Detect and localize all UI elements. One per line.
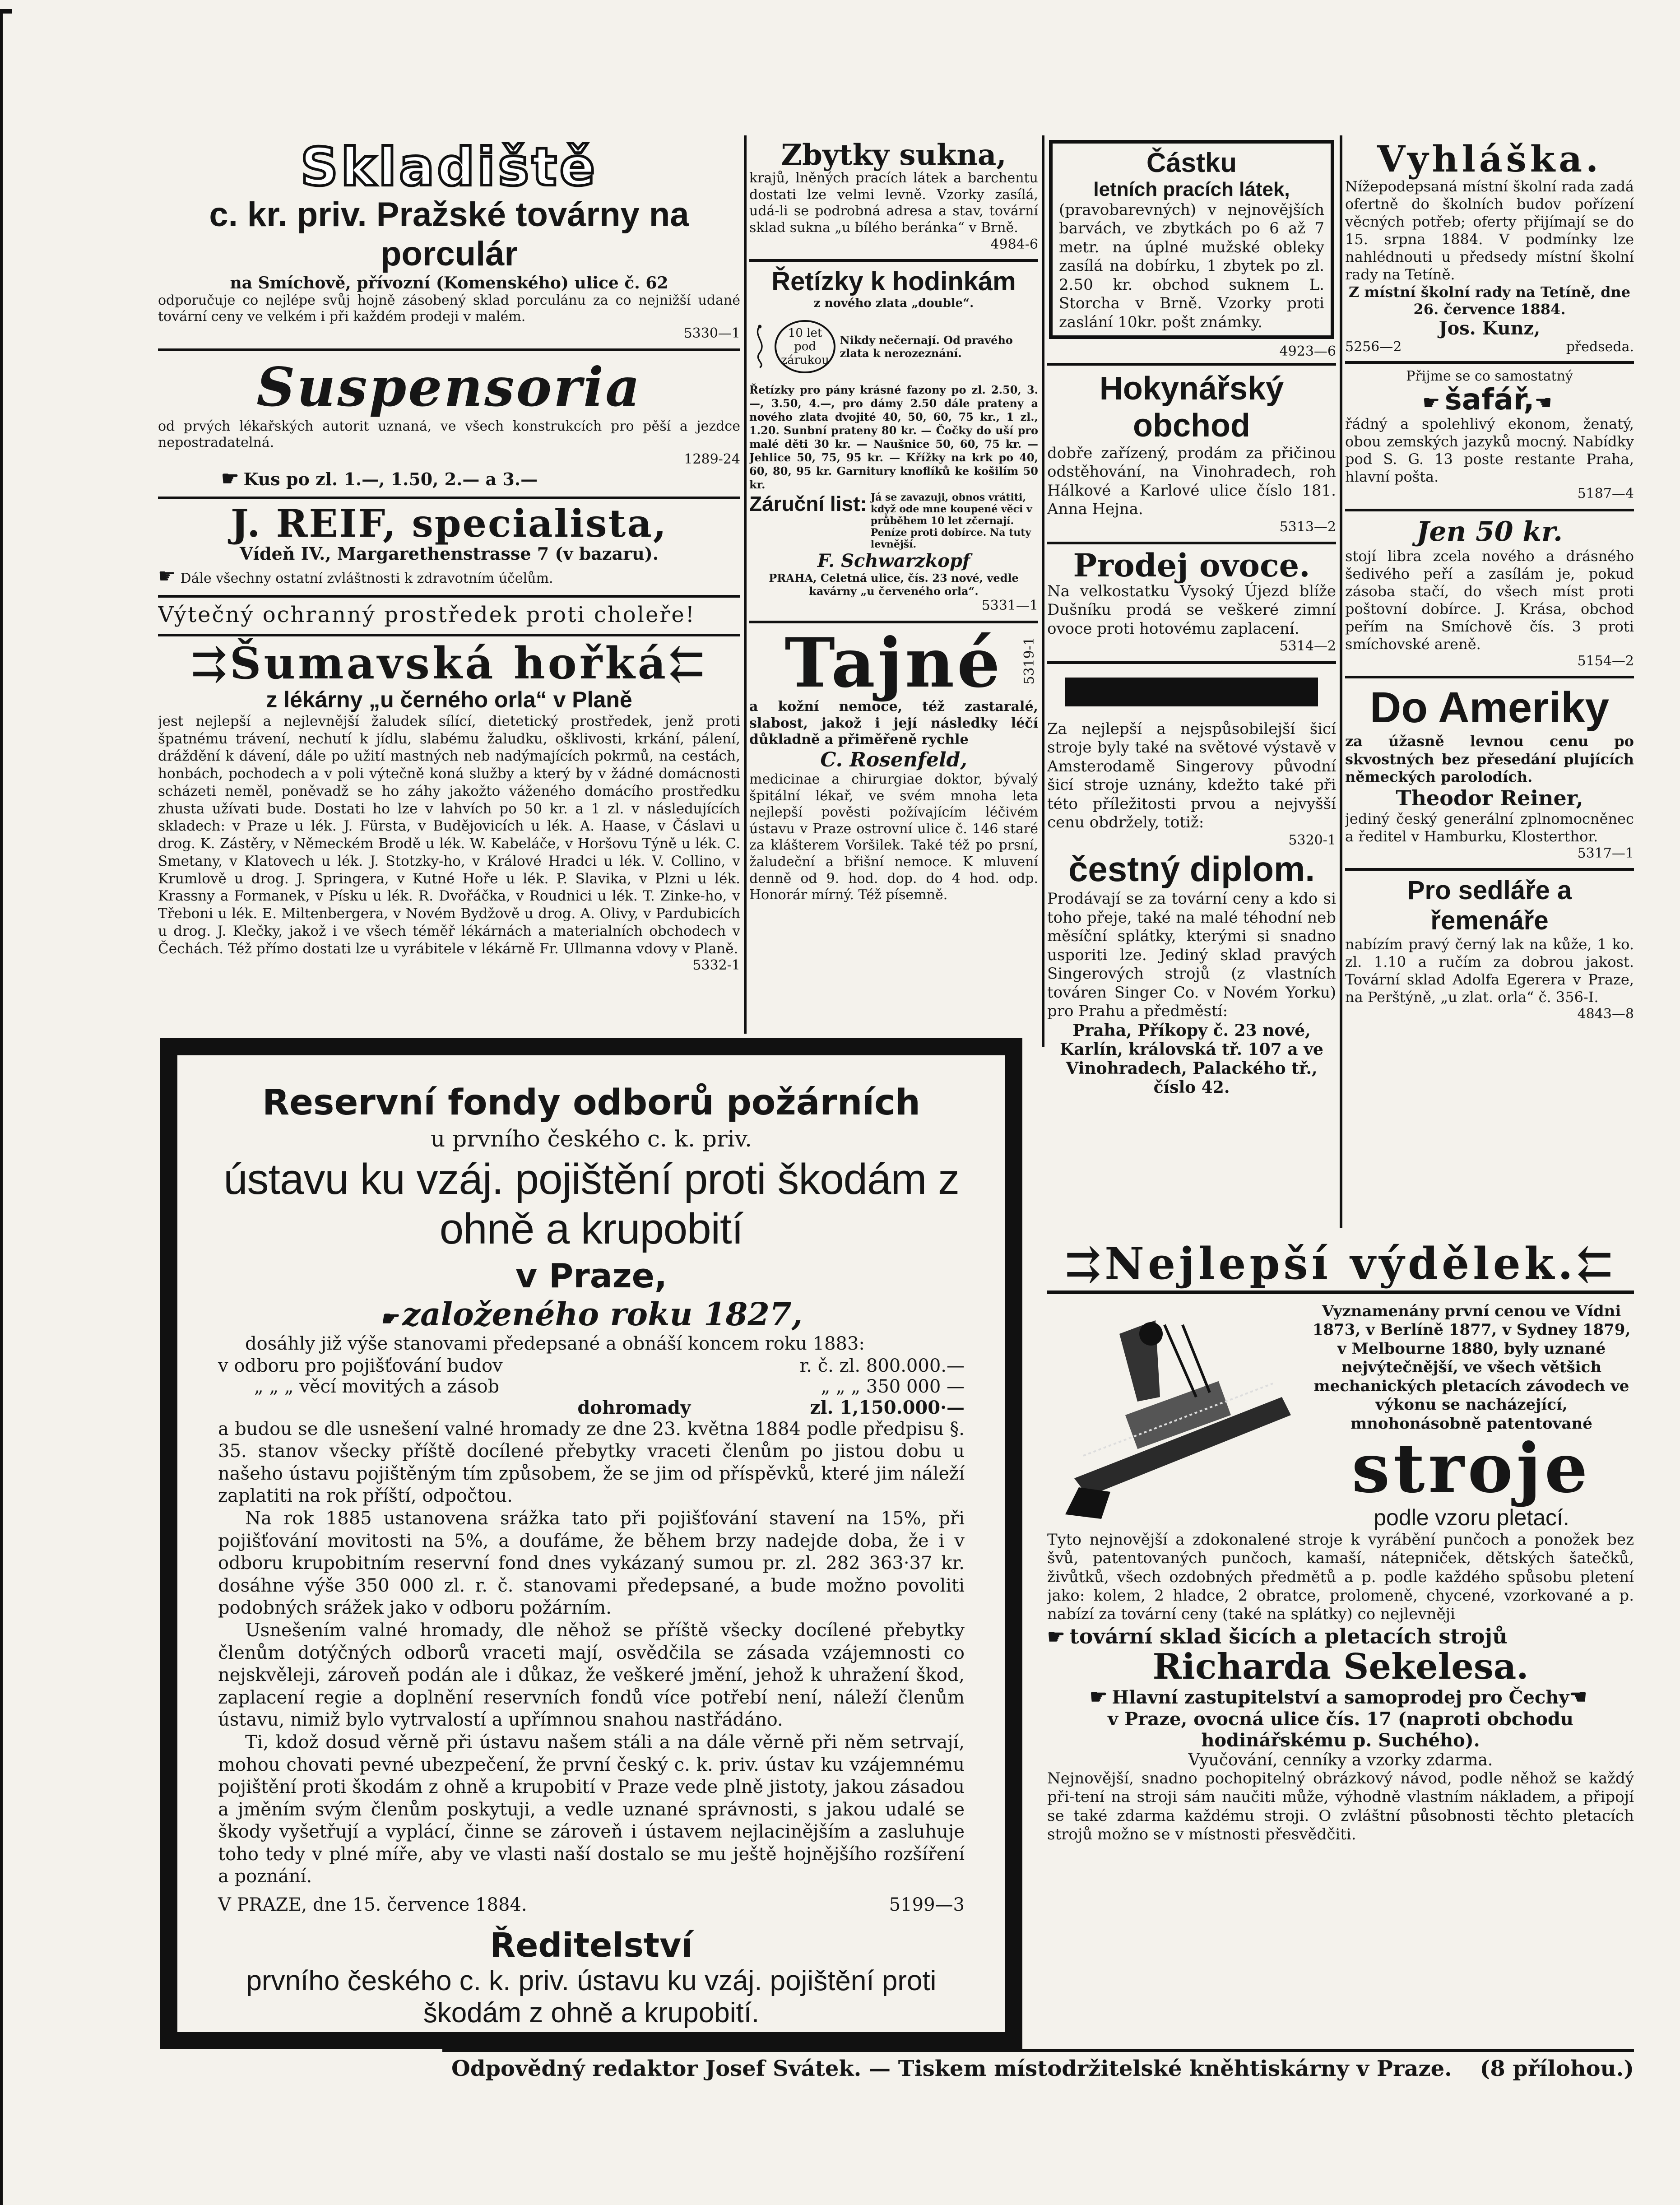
reservni-funds-table [218,1355,965,1418]
hokynar-text: dobře zařízený, prodám za přičinou odstěhování, na Vinohradech, roh Hálkové a Karlové ulice číslo 181. Anna Hejna. [1047,444,1336,519]
ovoce-text: Na velkostatku Vysoký Újezd blíže Dušníku prodá se veškeré zimní ovoce proti hotovému zaplacení. [1047,582,1336,638]
safar-ref: 5187—4 [1577,486,1634,502]
tajne-text2: medicinae a chirurgiae doktor, bývalý špitální lékař, ve svém mnoha leta nejlepší pověsti požívajícím léčivém ústavu v Praze ostrovní ulice č. 146 staré za klášterem Voršilek. Také též po prsní, žaludeční a břišní nemoce. K mluvení denně od 9. hod. dop. do 4 hod. odp. Honorár mírný. Též písemně. [749,771,1038,903]
ad-sumavska [158,636,740,980]
reservni-para1: a budou se dle usnešení valné hromady ze dne 23. května 1884 podle předpisu §. 35. stanov všecky příště docílené přebytky vraceti členům po jistou dobu u našeho ústavu pojištěným tím způsobem, že se jim od příspěvků, které jim náleží zaplatiti na rok příští, odpočtou. [218,1418,965,1507]
ovoce-ref: 5314—2 [1279,638,1336,655]
amerika-text: za úžasně levnou cenu po skvostných bez přesedání plujících německých parolodích. [1345,733,1634,785]
decorative-bar [1047,1291,1634,1294]
retizky-title: Řetízky k hodinkám [771,267,1016,297]
vydelek-text1: Tyto nejnovější a zdokonalené stroje k vyrábění punčoch a ponožek bez švů, patentovaných punčoch, kamaší, nátepniček, dětských šatečků, živůtků, všech ozdobných předmětů a p. podle každého spůsobu pletení jako: kolem, 2 hladce, 2 obratce, prolomeně, chycené, vzorkované a p. nabízí za tovární ceny (také na splátky) co nejlevněji [1047,1530,1634,1624]
vydelek-product: stroje [1351,1429,1592,1509]
reservni-founded: založeného roku 1827, [402,1295,803,1333]
double-arrow-icon: ⇇ [668,637,708,689]
ad-nejlepsi-vydelek [1047,1241,1634,2045]
suspensoria-ref: 1289-24 [684,451,740,467]
sumavska-subtitle: z lékárny „u černého orla“ v Planě [266,687,632,712]
funds-amount: zl. 1,150.000·— [810,1397,965,1418]
hokynar-ref: 5313—2 [1279,519,1336,535]
safar-intro: Přijme se co samostatný [1406,368,1573,385]
ad-retizky [749,262,1038,623]
vyhlaska-ref: 5256—2 [1345,339,1402,355]
reservni-sub: u prvního českého c. k. priv. [431,1126,752,1152]
retizky-warranty-text: Já se zavazuji, obnos vrátiti, když ode mne koupené věci v průběhem 10 let zčernají. Peníze proti dobírce. Na tuty levnější. [870,492,1032,551]
column-left [158,135,740,1038]
funds-label: „ „ „ věcí movitých a zásob [254,1376,500,1397]
ad-castku [1049,140,1334,339]
ad-hokynar [1047,366,1336,544]
reservni-city: v Praze, [515,1257,668,1295]
castku-title: Částku [1146,148,1237,178]
peri-title: Jen 50 kr. [1416,515,1563,548]
column-rule-2 [1042,135,1044,1047]
double-arrow-icon: ⇇ [1576,1241,1617,1289]
column-right [1345,135,1634,1219]
column-rule-3 [1340,135,1342,1228]
ad-peri [1345,511,1634,679]
retizky-note: Nikdy nečernají. Od pravého zlata k nerozeznání. [840,334,1013,360]
left-scan-border [0,14,3,2205]
skladiste-subtitle: c. kr. priv. Pražské továrny na porculár [209,195,689,273]
singer-text1: Za nejlepší a nejspůsobilejší šicí stroje byly také na světové výstavě v Amsterodamě Singerovy původní šicí stroje uznány, kdežto také při této příležitosti prvou a nejvyšší cenu obdržely, totiž: [1047,720,1336,832]
table-row [218,1355,965,1376]
cholera-text: Výtečný ochranný prostředek proti choleře! [158,602,696,627]
amerika-agent: Theodor Reiner, [1396,785,1583,810]
tajne-text1: a kožní nemoce, též zastaralé, slabost, jakož i její následky léčí důkladně a přiměřeně rychle [749,699,1038,748]
ad-vyhlaska [1345,135,1634,364]
retizky-subtitle: z nového zlata „double“. [813,297,974,311]
zbytky-ref: 4984-6 [990,236,1038,252]
amerika-text2: jediný český generální zplnomocněnec a ředitel v Hamburku, Klosterthor. [1345,810,1634,845]
ad-amerika [1345,678,1634,871]
ad-safar [1345,364,1634,511]
retizky-seller: F. Schwarzkopf [817,550,970,572]
zbytky-text: krajů, lněných pracích látek a barchentu dostati lze velmi levně. Vzorky zasílá, udá-li se podrobná adresa a stav, tovární sklad sukna „u bílého beránka“ v Brně. [749,170,1038,236]
double-arrow-icon: ⇉ [190,637,230,689]
vydelek-text2: tovární sklad šicích a pletacích strojů [1069,1624,1508,1648]
footer-editor: Odpovědný redaktor Josef Svátek. — Tiskem místodržitelské kněhtiskárny v Praze. [451,2056,1452,2081]
footer-supplements: (8 přílohou.) [1480,2056,1634,2081]
ad-cholera [158,598,740,636]
vydelek-company: Richarda Sekelesa. [1152,1646,1529,1687]
reif-title: J. REIF, specialista, [230,501,668,546]
tajne-title: Tajné [784,623,1003,703]
column-third [1047,135,1336,1219]
sedlare-title: Pro sedláře a řemenáře [1407,876,1572,936]
reif-text: Dále všechny ostatní zvláštnosti k zdravotním účelům. [180,571,553,587]
skladiste-ref: 5330—1 [683,325,740,341]
suspensoria-title: Suspensoria [256,355,642,418]
skladiste-title: Skladiště [300,137,598,198]
table-row [218,1397,965,1418]
vydelek-intro: Vyznamenány první cenou ve Vídni 1873, v Berlíně 1877, v Sydney 1879, v Melbourne 1880, byly uznané nejvýtečnější, ve všech většich mechanických pletacích závodech ve výkonu se nacházející, mnohonásobně patentované [1312,1302,1631,1433]
ad-zbytky [749,135,1038,262]
ad-sedlare [1345,871,1634,1029]
safar-text: řádný a spolehlivý ekonom, ženatý, obou zemských jazyků mocný. Nabídky pod S. G. 13 poste restante Praha, hlavní pošta. [1345,415,1634,486]
vyhlaska-signer: Jos. Kunz, [1439,318,1541,339]
vyhlaska-signer-org: Z místní školní rady na Tetíně, dne 26. července 1884. [1348,283,1631,318]
retizky-ref: 5331—1 [981,598,1038,614]
ad-ovoce [1047,544,1336,664]
top-left-rule [0,9,12,14]
castku-subtitle: letních pracích látek, [1093,178,1290,200]
pointing-hand-icon: ☛ [380,1307,398,1330]
vydelek-text5: Nejnovější, snadno pochopitelný obrázkový návod, podle něhož se každý při-tení na stroji sám naučiti může, výhodně vlastním nákladem, a připojí se také zdarma každému stroji. O zvláštní působnosti těchto pletacích strojů možno se v místnosti přesvědčiti. [1047,1769,1634,1844]
reservni-intro: dosáhly již výše stanovami předepsané a obnáší koncem roku 1883: [245,1333,865,1354]
reservni-sign1: Ředitelství [490,1926,693,1965]
funds-label: v odboru pro pojišťování budov [218,1355,503,1376]
vydelek-text4: Vyučování, cenníky a vzorky zdarma. [1188,1750,1493,1769]
ovoce-title: Prodej ovoce. [1073,547,1310,585]
skladiste-address: na Smíchově, přívozní (Komenského) ulice č. 62 [230,273,668,292]
reservni-para2: Na rok 1885 ustanovena srážka tato při pojišťování stavení na 15%, při pojišťování movitosti na 5%, a doufáme, že během brzy nadejde doba, že i v odboru krupobitním reservní fond dnes vykázaný sumou pr. zl. 282 363·37 kr. dosáhne výše 350 000 zl. r. č. stanovami předepsané, a bude možno povoliti podobných srážek jako v odboru požárním. [218,1508,965,1619]
retizky-guarantee: 10 let pod zárukou [775,320,835,373]
vydelek-title: Nejlepší výdělek. [1105,1241,1577,1289]
column-rule-1 [744,135,747,1034]
knitting-machine-icon [1047,1307,1300,1523]
singer-ref: 5320-1 [1288,832,1336,848]
decorative-bar [1065,678,1318,706]
pointing-hand-icon: ☛ [221,467,239,490]
singer-text2: Prodávají se za tovární ceny a kdo si toho přeje, také na malé téhodní neb měsíční splátky, kterými si snadno usporiti lze. Jediný sklad pravých Singerových strojů (z vlastních továren Singer Co. v Novém Yorku) pro Prahu a předměstí: [1047,890,1336,1021]
pointing-hand-icon: ☛ [1422,391,1440,414]
vyhlaska-text: Nížepodepsaná místní školní rada zadá ofertně do školních budov pořízení věcných potřeb; oferty přijímají se do 15. srpna 1884. V podmínky lze nahlédnouti u předsedy místní školní rady na Tetíně. [1345,178,1634,283]
peri-ref: 5154—2 [1577,653,1634,669]
vyhlaska-title: Vyhláška. [1377,138,1602,180]
suspensoria-text: od prvých lékařských autorit uznaná, ve všech konstrukcích pro pěší a jezdce nepostradatelná. [158,418,740,451]
castku-text: (pravobarevných) v nejnovějších barvách, ve zbytkách po 6 až 7 metr. na úplné mužské obleky zasílá na dobírku, 1 zbytek po zl. 2.50 kr. obchod suknem L. Storcha v Brně. Vzorky proti zaslání 10kr. pošt známky. [1059,201,1324,331]
pointing-hand-icon: ☛ [1089,1685,1108,1708]
pointing-hand-icon: ☛ [158,565,176,588]
reservni-title: Reservní fondy odborů požárních [262,1082,920,1123]
column-second [749,135,1038,1038]
sumavska-title: Šumavská hořká [230,637,668,689]
ad-skladiste [158,135,740,351]
zbytky-title: Zbytky sukna, [781,138,1007,172]
reservni-date: V PRAZE, dne 15. července 1884. [218,1894,527,1916]
amerika-title: Do Ameriky [1370,683,1609,732]
sedlare-text: nabízím pravý černý lak na kůže, 1 ko. zl. 1.10 a ručím za dobrou jakost. Tovární sklad Adolfa Egerera v Praze, na Perštýně, „u zlat. orla“ č. 356-I. [1345,936,1634,1006]
table-row [218,1376,965,1397]
reservni-para4: Ti, kdož dosud věrně při ústavu našem stáli a na dále věrně při něm setrvají, mohou chovati pevné ubezpečení, že první český c. k. priv. ústav ku vzájemnému pojištění proti škodám z ohně a krupobití v Praze vede plně jistoty, jakou zásadou a jměním svým členům poskytuji, a vedle uznané správnosti, s jakou udalé se škody vyšetřují a vyplácí, činne se zároveň i ústavem nejlacinějším a zasluhuje toho tedy v plné míře, aby ve vlasti naší dostalo se mu ještě hojnějšího rozšíření a poznání. [218,1732,965,1887]
page-footer [451,2056,1634,2081]
ad-reservni-fondy [160,1038,1022,2049]
retizky-text: Řetízky pro pány krásné fazony po zl. 2.50, 3.—, 3.50, 4.—, pro dámy 2.50 dále prateny a nového zlata dvojité 40, 50, 60, 75 kr., 1 zl., 1.20. Sunbní prateny 80 kr. — Čočky do uší pro malé děti 30 kr. — Naušnice 50, 60, 75 kr. — Jehlice 50, 75, 95 kr. — Křížky na krk po 40, 60, 80, 95 kr. Garnitury knoflíků ke košilím 50 kr. [749,383,1038,492]
safar-title: šafář, [1444,383,1535,417]
bottom-rule [442,2049,1634,2052]
amerika-ref: 5317—1 [1577,845,1634,861]
ad-reif [158,499,740,598]
ad-singer [1047,664,1336,1103]
reservni-institution: ústavu ku vzáj. pojištění proti škodám z ohně a krupobití [223,1155,960,1253]
vyhlaska-role: předseda. [1566,339,1634,355]
retizky-warranty-label: Záruční list: [749,492,867,516]
tajne-doctor: C. Rosenfeld, [820,748,967,772]
singer-award: čestný diplom. [1068,849,1315,889]
sumavska-text: jest nejlepší a nejlevnější žaludek sílící, dietetický prostředek, jenž proti špatnému trávení, nechutí k jídlu, slabému žaludku, ošklivosti, krkání, pálení, dráždění k dávení, dále po užití mastných neb nadýmajících pokrmů, na cestách, honbách, pochodech a v poli výtečně koná služby a který by v žádné domácnosti scházeti neměl, poněvadž se ho záhy jakožto váženého domácího prostředku zhusta užívati bude. Dostati ho lze v lahvích po 50 kr. a 1 zl. v následujících skladech: v Praze u lék. J. Fürsta, v Budějovicích u lék. A. Haase, v Čáslavi u drog. K. Zástěry, v Německém Brodě u lék. W. Kabeláče, v Horšovu Týně u lék. C. Smetany, v Klatovech u lék. J. Stotzky-ho, v Králové Hradci u lék. V. Collino, v Krumlově u drog. J. Springera, v Kutné Hoře u lék. P. Slavika, v Plzni u lék. Krassny a Formanek, v Písku u lék. R. Dvořáčka, v Roudnici u lék. T. Zinke-ho, v Třeboni u lék. E. Miltenbergera, v Novém Bydžově u drog. A. Olivy, v Pardubicích u drog. J. Klečky, jakož i ve všech téměř lékárnách a materialních obchodech v Čechách. Též přímo dostati lze u vyrábitele v lékárně Fr. Ullmanna vdovy v Planě. [158,713,740,957]
singer-address: Praha, Příkopy č. 23 nové, Karlín, královská tř. 107 a ve Vinohradech, Palackého tř., číslo 42. [1060,1021,1323,1097]
vydelek-address: v Praze, ovocná ulice čís. 17 (naproti obchodu hodinářskému p. Suchého). [1108,1708,1573,1751]
suspensoria-prices: Kus po zl. 1.—, 1.50, 2.— a 3.— [243,469,538,489]
pointing-hand-icon: ☚ [1534,391,1552,414]
tajne-vertical-ref: 5319-1 [1021,636,1037,685]
double-arrow-icon: ⇉ [1064,1241,1105,1289]
watch-chain-icon [749,313,770,381]
reservni-sign2: prvního českého c. k. priv. ústavu ku vzáj. pojištění proti škodám z ohně a krupobití. [246,1965,937,2029]
ad-tajne [749,623,1038,910]
skladiste-text: odporučuje co nejlépe svůj hojně zásobený sklad porculánu za co nejnižší udané tovární ceny ve velkém i při každém prodeji v malém. [158,292,740,325]
retizky-address: PRAHA, Celetná ulice, čís. 23 nové, vedle kavárny „u červeného orla“. [769,571,1019,598]
vydelek-text3: Hlavní zastupitelství a samoprodej pro Čechy [1112,1686,1569,1708]
sedlare-ref: 4843—8 [1577,1006,1634,1022]
peri-text: stojí libra zcela nového a drásného šedivého peří a zasílám je, pokud zásoba stačí, do všech míst proti poštovní dobírce. J. Krása, obchod peřím na Smíchově čís. 3 proti smíchovské areně. [1345,547,1634,653]
reif-address: Vídeň IV., Margarethenstrasse 7 (v bazaru). [240,543,659,564]
pointing-hand-icon: ☚ [1569,1685,1587,1708]
reservni-ref: 5199—3 [889,1894,965,1916]
funds-amount: „ „ „ 350 000 — [821,1376,965,1397]
sumavska-ref: 5332-1 [692,957,740,974]
funds-amount: r. č. zl. 800.000.— [799,1355,965,1376]
vydelek-product-sub: podle vzoru pletací. [1374,1504,1569,1530]
castku-ref: 4923—6 [1047,344,1336,366]
reservni-para3: Usnešením valné hromady, dle něhož se příště všecky docílené přebytky členům dotýčných odborů vraceti mají, osvědčila se zásada vzájemnosti co nejskvěleji, zároveň podán ale i důkaz, že veškeré jmění, jehož k uhražení škod, zaplacení regie a doplnění reservních fondů více potřebí není, náleží členům ústavu, nimiž bylo vytrvalostí a upřímnou snahou nastřádáno. [218,1620,965,1731]
pointing-hand-icon: ☛ [1047,1625,1065,1648]
hokynar-title: Hokynářský obchod [1099,370,1284,444]
funds-label: dohromady [577,1397,691,1418]
ad-suspensoria [158,351,740,499]
